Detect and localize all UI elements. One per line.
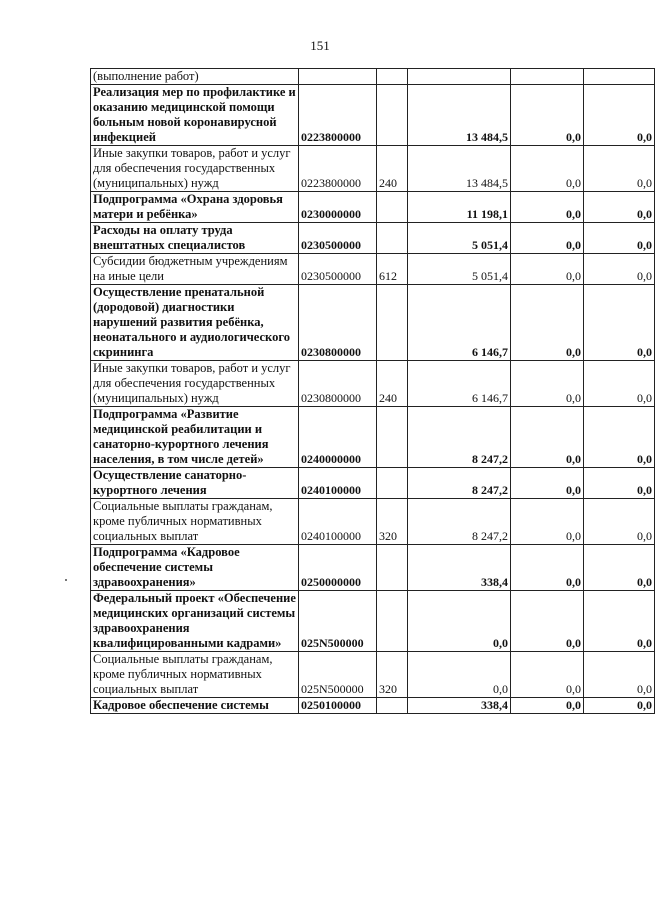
row-type-cell: 240: [377, 361, 408, 407]
row-name-cell: Подпрограмма «Развитие медицинской реабилитации и санаторно-курортного лечения населения, в том числе детей»: [91, 407, 299, 468]
table-body: [91, 69, 655, 714]
row-value-cell: 13 484,5: [408, 146, 511, 192]
row-value-cell: 338,4: [408, 698, 511, 714]
row-value-cell: 0,0: [511, 545, 584, 591]
row-code-cell: 0230500000: [299, 254, 377, 285]
row-value-cell: 8 247,2: [408, 468, 511, 499]
row-value-cell: 6 146,7: [408, 361, 511, 407]
row-code-cell: 0250100000: [299, 698, 377, 714]
row-value-cell: 0,0: [511, 468, 584, 499]
table-row: [91, 698, 655, 714]
row-value-cell: 0,0: [584, 85, 655, 146]
row-name-cell: Осуществление пренатальной (дородовой) диагностики нарушений развития ребёнка, неонатального и аудиологического скрининга: [91, 285, 299, 361]
row-name-cell: (выполнение работ): [91, 69, 299, 85]
row-value-cell: 5 051,4: [408, 223, 511, 254]
row-value-cell: 0,0: [408, 591, 511, 652]
row-type-cell: [377, 69, 408, 85]
row-value-cell: 0,0: [584, 361, 655, 407]
table-row: [91, 499, 655, 545]
row-code-cell: 0230800000: [299, 285, 377, 361]
row-value-cell: 0,0: [511, 85, 584, 146]
row-value-cell: 5 051,4: [408, 254, 511, 285]
row-code-cell: 0230500000: [299, 223, 377, 254]
table-row: [91, 69, 655, 85]
row-value-cell: [408, 69, 511, 85]
row-name-cell: Социальные выплаты гражданам, кроме публичных нормативных социальных выплат: [91, 499, 299, 545]
row-name-cell: Реализация мер по профилактике и оказанию медицинской помощи больным новой коронавирусной инфекцией: [91, 85, 299, 146]
row-value-cell: 11 198,1: [408, 192, 511, 223]
row-code-cell: 025N500000: [299, 591, 377, 652]
row-type-cell: 240: [377, 146, 408, 192]
row-type-cell: 320: [377, 652, 408, 698]
page-number: 151: [310, 38, 330, 53]
scan-speck: [65, 579, 67, 581]
row-value-cell: 0,0: [511, 499, 584, 545]
row-name-cell: Кадровое обеспечение системы: [91, 698, 299, 714]
row-name-cell: Осуществление санаторно-курортного лечения: [91, 468, 299, 499]
row-code-cell: [299, 69, 377, 85]
row-type-cell: [377, 545, 408, 591]
row-value-cell: 0,0: [408, 652, 511, 698]
row-value-cell: 0,0: [511, 591, 584, 652]
table-row: [91, 361, 655, 407]
row-value-cell: 0,0: [511, 223, 584, 254]
row-code-cell: 0230000000: [299, 192, 377, 223]
row-value-cell: 8 247,2: [408, 407, 511, 468]
row-value-cell: [511, 69, 584, 85]
row-value-cell: 0,0: [584, 254, 655, 285]
table-row: [91, 146, 655, 192]
row-value-cell: 0,0: [584, 192, 655, 223]
row-value-cell: 0,0: [584, 146, 655, 192]
table-row: [91, 652, 655, 698]
row-value-cell: 0,0: [511, 254, 584, 285]
row-type-cell: 612: [377, 254, 408, 285]
row-name-cell: Иные закупки товаров, работ и услуг для обеспечения государственных (муниципальных) нужд: [91, 146, 299, 192]
row-code-cell: 0223800000: [299, 146, 377, 192]
table-row: [91, 545, 655, 591]
row-code-cell: 0250000000: [299, 545, 377, 591]
row-value-cell: 0,0: [584, 223, 655, 254]
table-row: [91, 285, 655, 361]
row-type-cell: [377, 223, 408, 254]
row-code-cell: 0240000000: [299, 407, 377, 468]
row-code-cell: 0230800000: [299, 361, 377, 407]
row-name-cell: Иные закупки товаров, работ и услуг для обеспечения государственных (муниципальных) нужд: [91, 361, 299, 407]
row-value-cell: 13 484,5: [408, 85, 511, 146]
row-value-cell: [584, 69, 655, 85]
table-row: [91, 254, 655, 285]
row-type-cell: [377, 591, 408, 652]
row-name-cell: Расходы на оплату труда внештатных специалистов: [91, 223, 299, 254]
row-value-cell: 0,0: [584, 545, 655, 591]
row-type-cell: [377, 285, 408, 361]
row-value-cell: 0,0: [511, 146, 584, 192]
row-value-cell: 0,0: [584, 407, 655, 468]
budget-table: [90, 68, 655, 714]
table-row: [91, 468, 655, 499]
table-row: [91, 192, 655, 223]
table-row: [91, 85, 655, 146]
row-type-cell: [377, 85, 408, 146]
row-code-cell: 0240100000: [299, 468, 377, 499]
row-code-cell: 0240100000: [299, 499, 377, 545]
row-value-cell: 6 146,7: [408, 285, 511, 361]
row-value-cell: 0,0: [511, 407, 584, 468]
table-row: [91, 223, 655, 254]
row-name-cell: Подпрограмма «Кадровое обеспечение системы здравоохранения»: [91, 545, 299, 591]
row-value-cell: 0,0: [511, 652, 584, 698]
row-value-cell: 0,0: [584, 591, 655, 652]
row-name-cell: Подпрограмма «Охрана здоровья матери и ребёнка»: [91, 192, 299, 223]
row-name-cell: Социальные выплаты гражданам, кроме публичных нормативных социальных выплат: [91, 652, 299, 698]
row-value-cell: 0,0: [584, 468, 655, 499]
row-value-cell: 0,0: [511, 192, 584, 223]
row-value-cell: 0,0: [584, 652, 655, 698]
row-value-cell: 0,0: [511, 698, 584, 714]
row-code-cell: 0223800000: [299, 85, 377, 146]
row-value-cell: 0,0: [584, 499, 655, 545]
row-type-cell: [377, 468, 408, 499]
row-type-cell: [377, 192, 408, 223]
table-row: [91, 591, 655, 652]
table-row: [91, 407, 655, 468]
row-value-cell: 0,0: [511, 361, 584, 407]
row-code-cell: 025N500000: [299, 652, 377, 698]
row-value-cell: 8 247,2: [408, 499, 511, 545]
row-name-cell: Федеральный проект «Обеспечение медицинских организаций системы здравоохранения квалифицированными кадрами»: [91, 591, 299, 652]
row-type-cell: 320: [377, 499, 408, 545]
row-value-cell: 0,0: [511, 285, 584, 361]
row-value-cell: 0,0: [584, 698, 655, 714]
row-value-cell: 0,0: [584, 285, 655, 361]
row-type-cell: [377, 407, 408, 468]
row-value-cell: 338,4: [408, 545, 511, 591]
row-type-cell: [377, 698, 408, 714]
row-name-cell: Субсидии бюджетным учреждениям на иные цели: [91, 254, 299, 285]
